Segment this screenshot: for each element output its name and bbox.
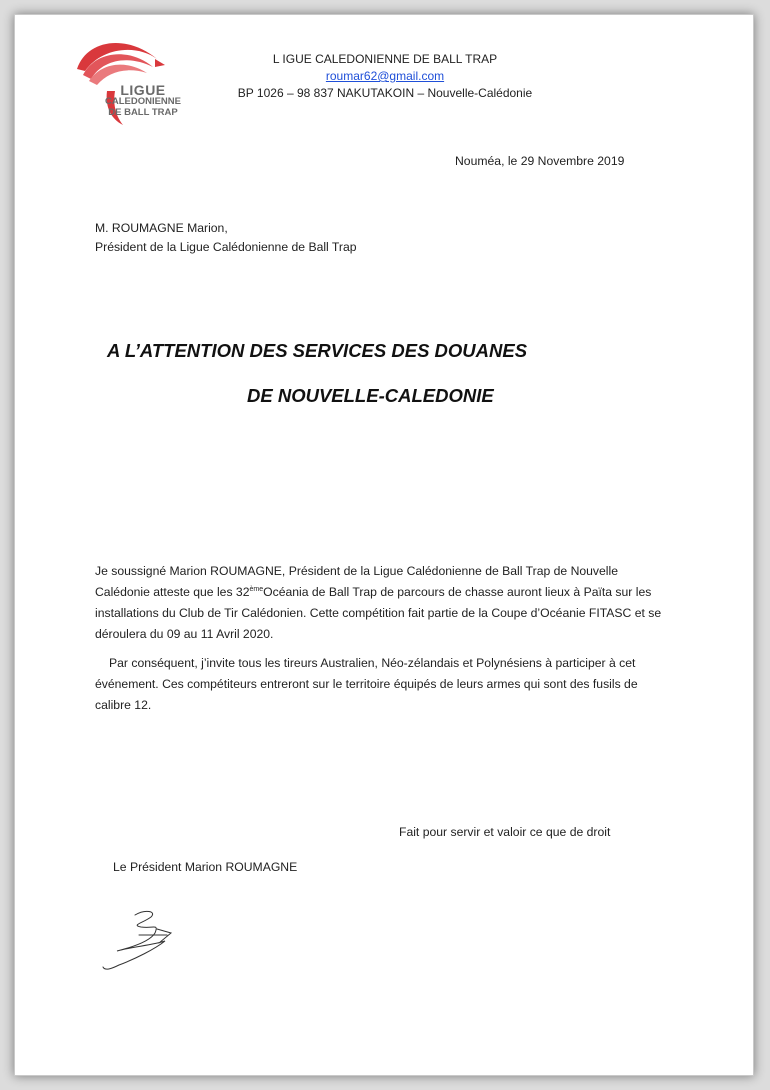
letter-date: Nouméa, le 29 Novembre 2019 — [455, 154, 625, 168]
logo-text-ligue: LIGUE — [120, 82, 166, 98]
logo-text-caledonienne: CALEDONIENNE — [104, 96, 181, 107]
sender-title: Président de la Ligue Calédonienne de Ball Trap — [95, 240, 357, 254]
letterhead — [195, 51, 575, 102]
letter-title-line2: DE NOUVELLE-CALEDONIE — [247, 385, 494, 406]
logo-text-ball-trap: DE BALL TRAP — [108, 107, 178, 118]
postal-address: BP 1026 – 98 837 NAKUTAKOIN – Nouvelle-Calédonie — [237, 86, 533, 100]
paragraph-2: Par conséquent, j’invite tous les tireurs Australien, Néo-zélandais et Polynésiens à participer à cet événement. Ces compétiteurs entreront sur le territoire équipés de leurs armes qui sont des fusils de calibre 12. — [95, 656, 638, 712]
closing-formula: Fait pour servir et valoir ce que de droit — [399, 825, 611, 839]
paragraph-1-part-b: Océania de Ball Trap de parcours de chasse auront lieux à Païta sur les installations du Club de Tir Calédonien. Cette compétition fait partie de la Coupe d’Océanie FITASC et se déroulera du 09 au 11 Avril 2020. — [95, 585, 662, 641]
ordinal-suffix: ème — [249, 585, 264, 593]
sender-name: M. ROUMAGNE Marion, — [95, 221, 228, 235]
signature-icon — [95, 905, 195, 975]
letter-page — [14, 14, 754, 1076]
org-name: L IGUE CALEDONIENNE DE BALL TRAP — [272, 52, 498, 66]
letter-title-line1: A L’ATTENTION DES SERVICES DES DOUANES — [107, 340, 528, 361]
email-link[interactable]: roumar62@gmail.com — [325, 69, 445, 83]
signatory-name: Le Président Marion ROUMAGNE — [113, 860, 298, 874]
league-logo — [67, 29, 187, 129]
paragraph-1 — [95, 561, 675, 645]
handwritten-signature — [95, 905, 195, 975]
sender-block — [95, 219, 357, 257]
paragraph-1-part-a: Je soussigné Marion ROUMAGNE, Président de la Ligue Calédonienne de Ball Trap de Nouvelle Calédonie atteste que les 32 — [95, 564, 618, 599]
